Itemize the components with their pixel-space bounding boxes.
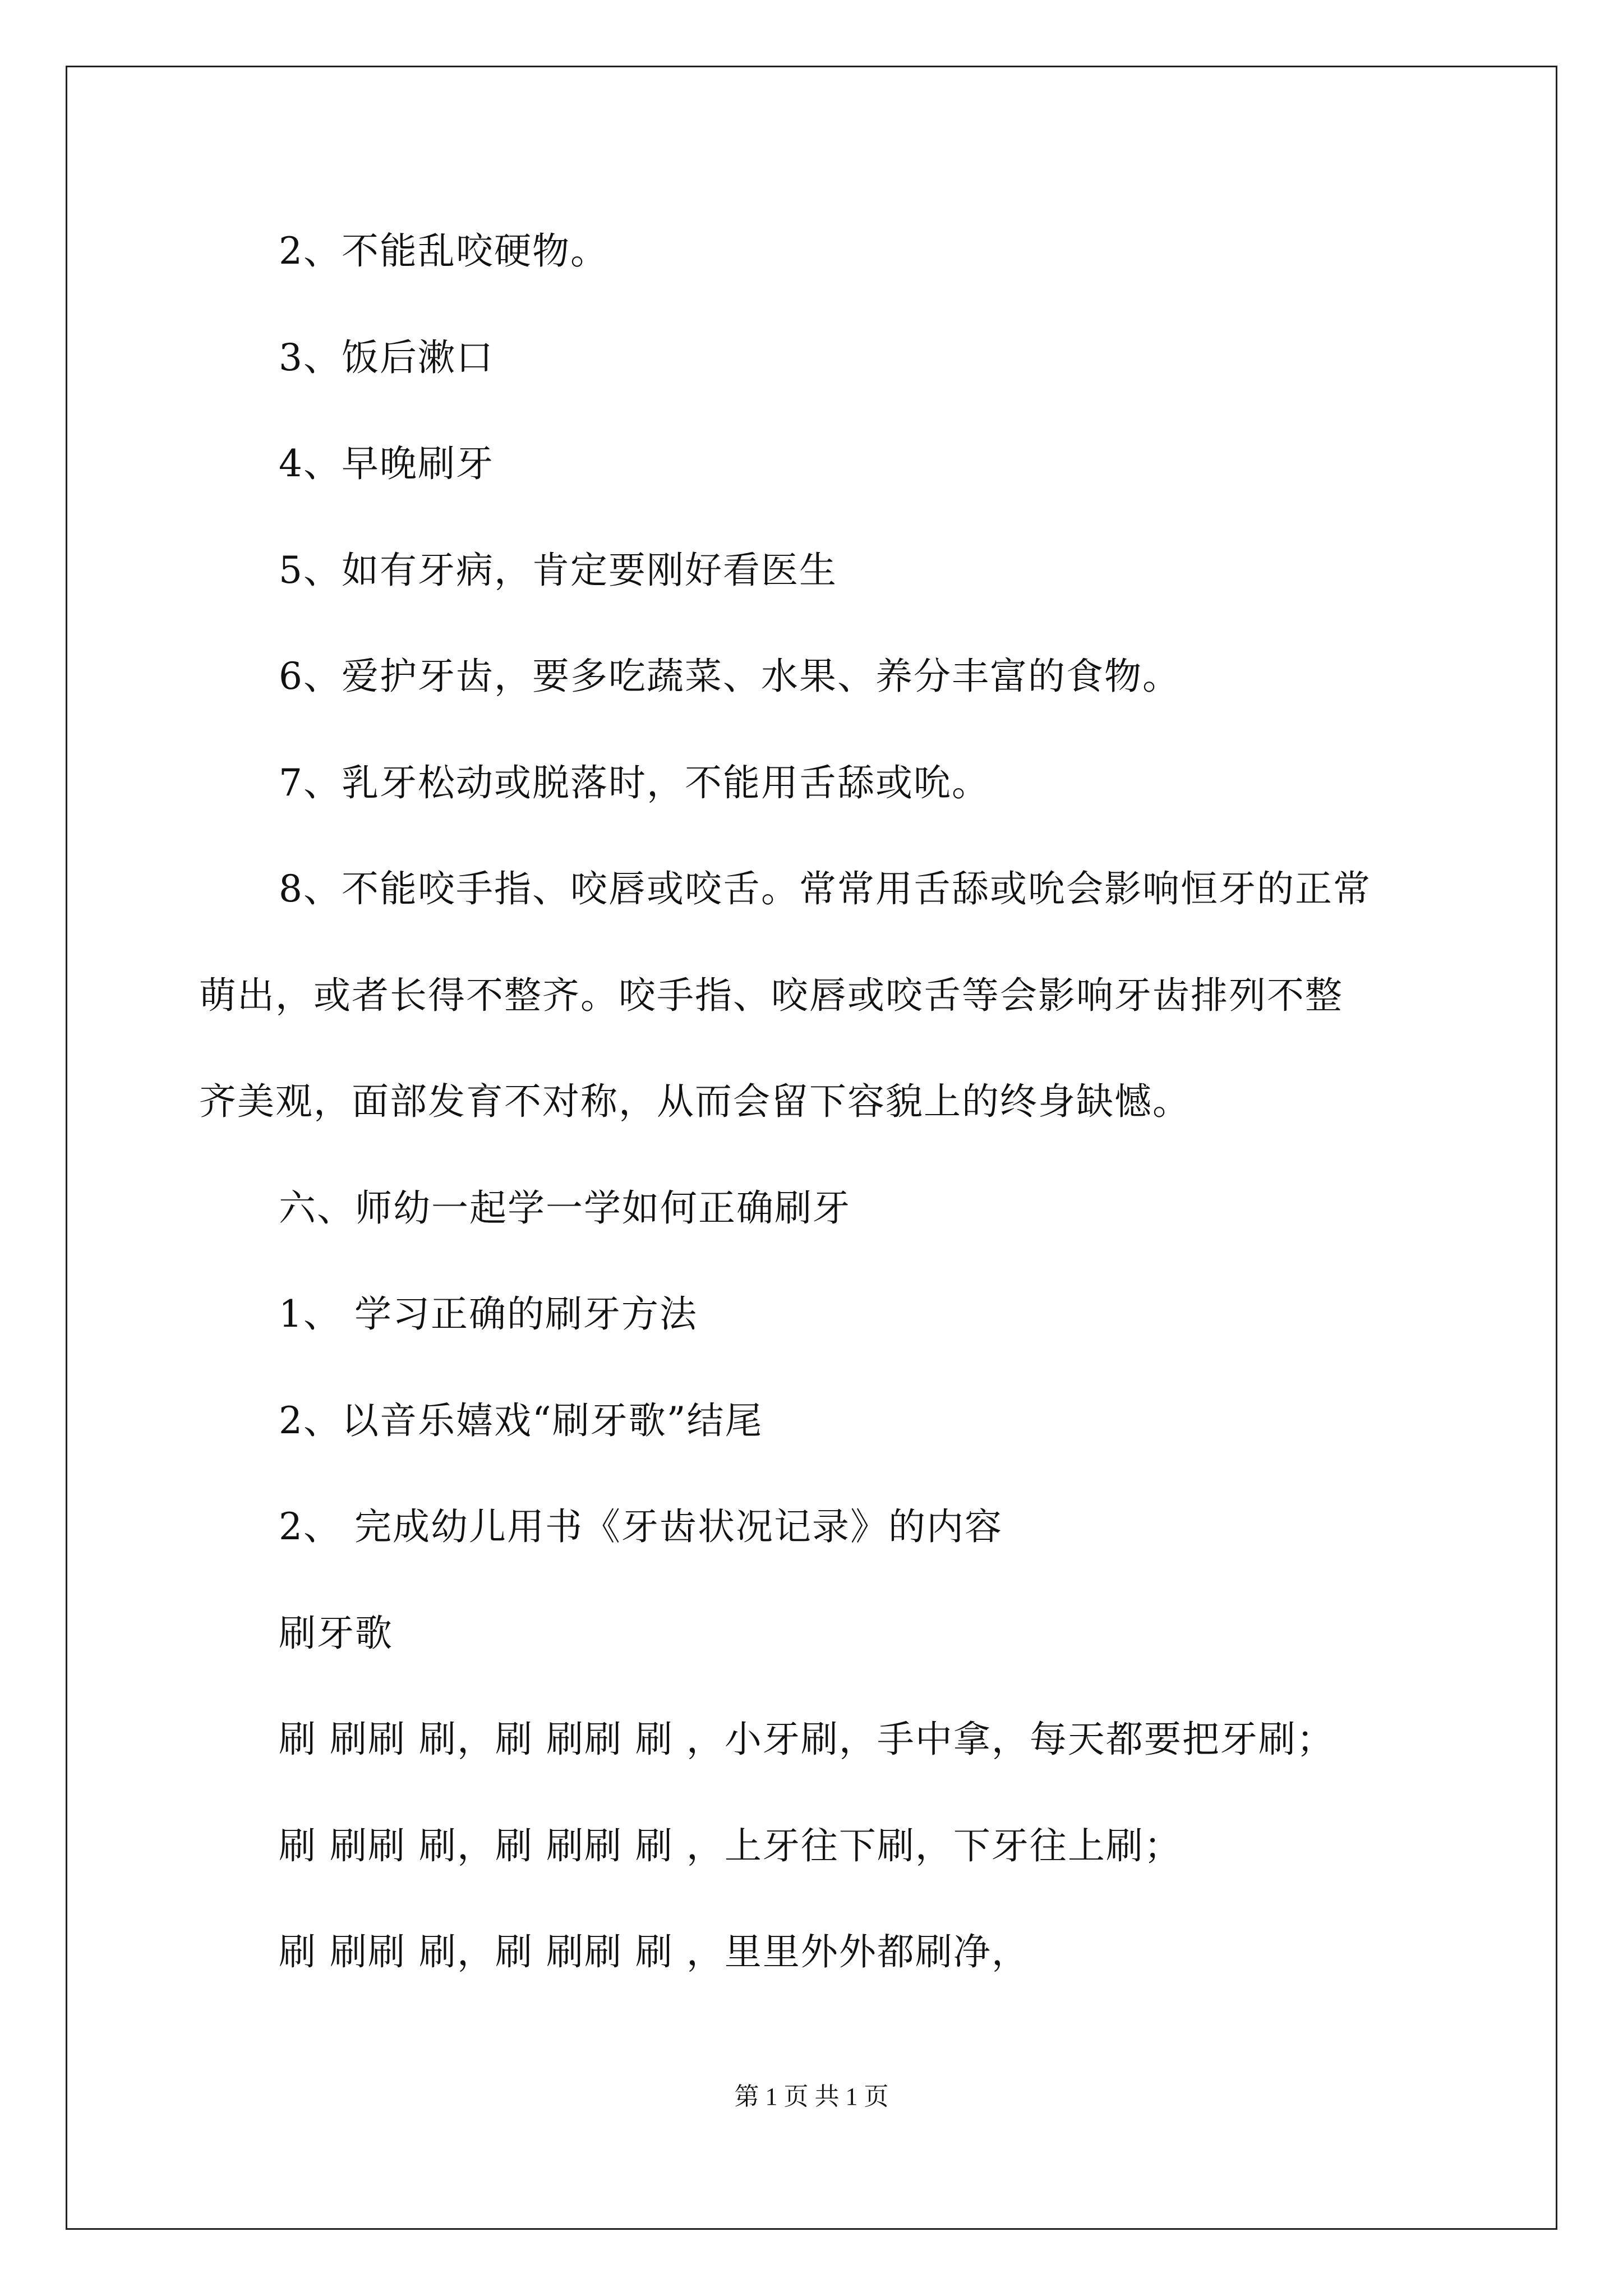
text-line: 萌出，或者长得不整齐。咬手指、咬唇或咬舌等会影响牙齿排列不整 [199,974,1343,1017]
text-line: 3、饭后漱口 [279,336,494,379]
text-line: 8、不能咬手指、咬唇或咬舌。常常用舌舔或吮会影响恒牙的正常 [279,867,1371,910]
page-footer: 第 1 页 共 1 页 [734,2083,889,2110]
song-line: 刷 刷刷 刷，刷 刷刷 刷 ，上牙往下刷，下牙往上刷； [279,1824,1182,1867]
page-border [66,66,1557,2230]
text-line: 5、如有牙病，肯定要刚好看医生 [279,549,837,592]
text-line: 2、 完成幼儿用书《牙齿状况记录》的内容 [279,1505,1003,1548]
text-line: 2、以音乐嬉戏“刷牙歌”结尾 [279,1399,763,1442]
text-line: 2、不能乱咬硬物。 [279,229,608,273]
text-line: 7、乳牙松动或脱落时，不能用舌舔或吮。 [279,761,990,804]
section-heading: 六、师幼一起学一学如何正确刷牙 [279,1186,851,1230]
text-line: 齐美观，面部发育不对称，从而会留下容貌上的终身缺憾。 [199,1080,1191,1123]
text-line: 1、 学习正确的刷牙方法 [279,1292,698,1336]
text-line: 6、爱护牙齿，要多吃蔬菜、水果、养分丰富的食物。 [279,655,1181,698]
song-line: 刷 刷刷 刷，刷 刷刷 刷 ，里里外外都刷净， [279,1930,1030,1973]
song-title: 刷牙歌 [279,1612,393,1655]
text-line: 4、早晚刷牙 [279,442,494,485]
song-line: 刷 刷刷 刷，刷 刷刷 刷 ，小牙刷，手中拿，每天都要把牙刷； [279,1718,1335,1761]
